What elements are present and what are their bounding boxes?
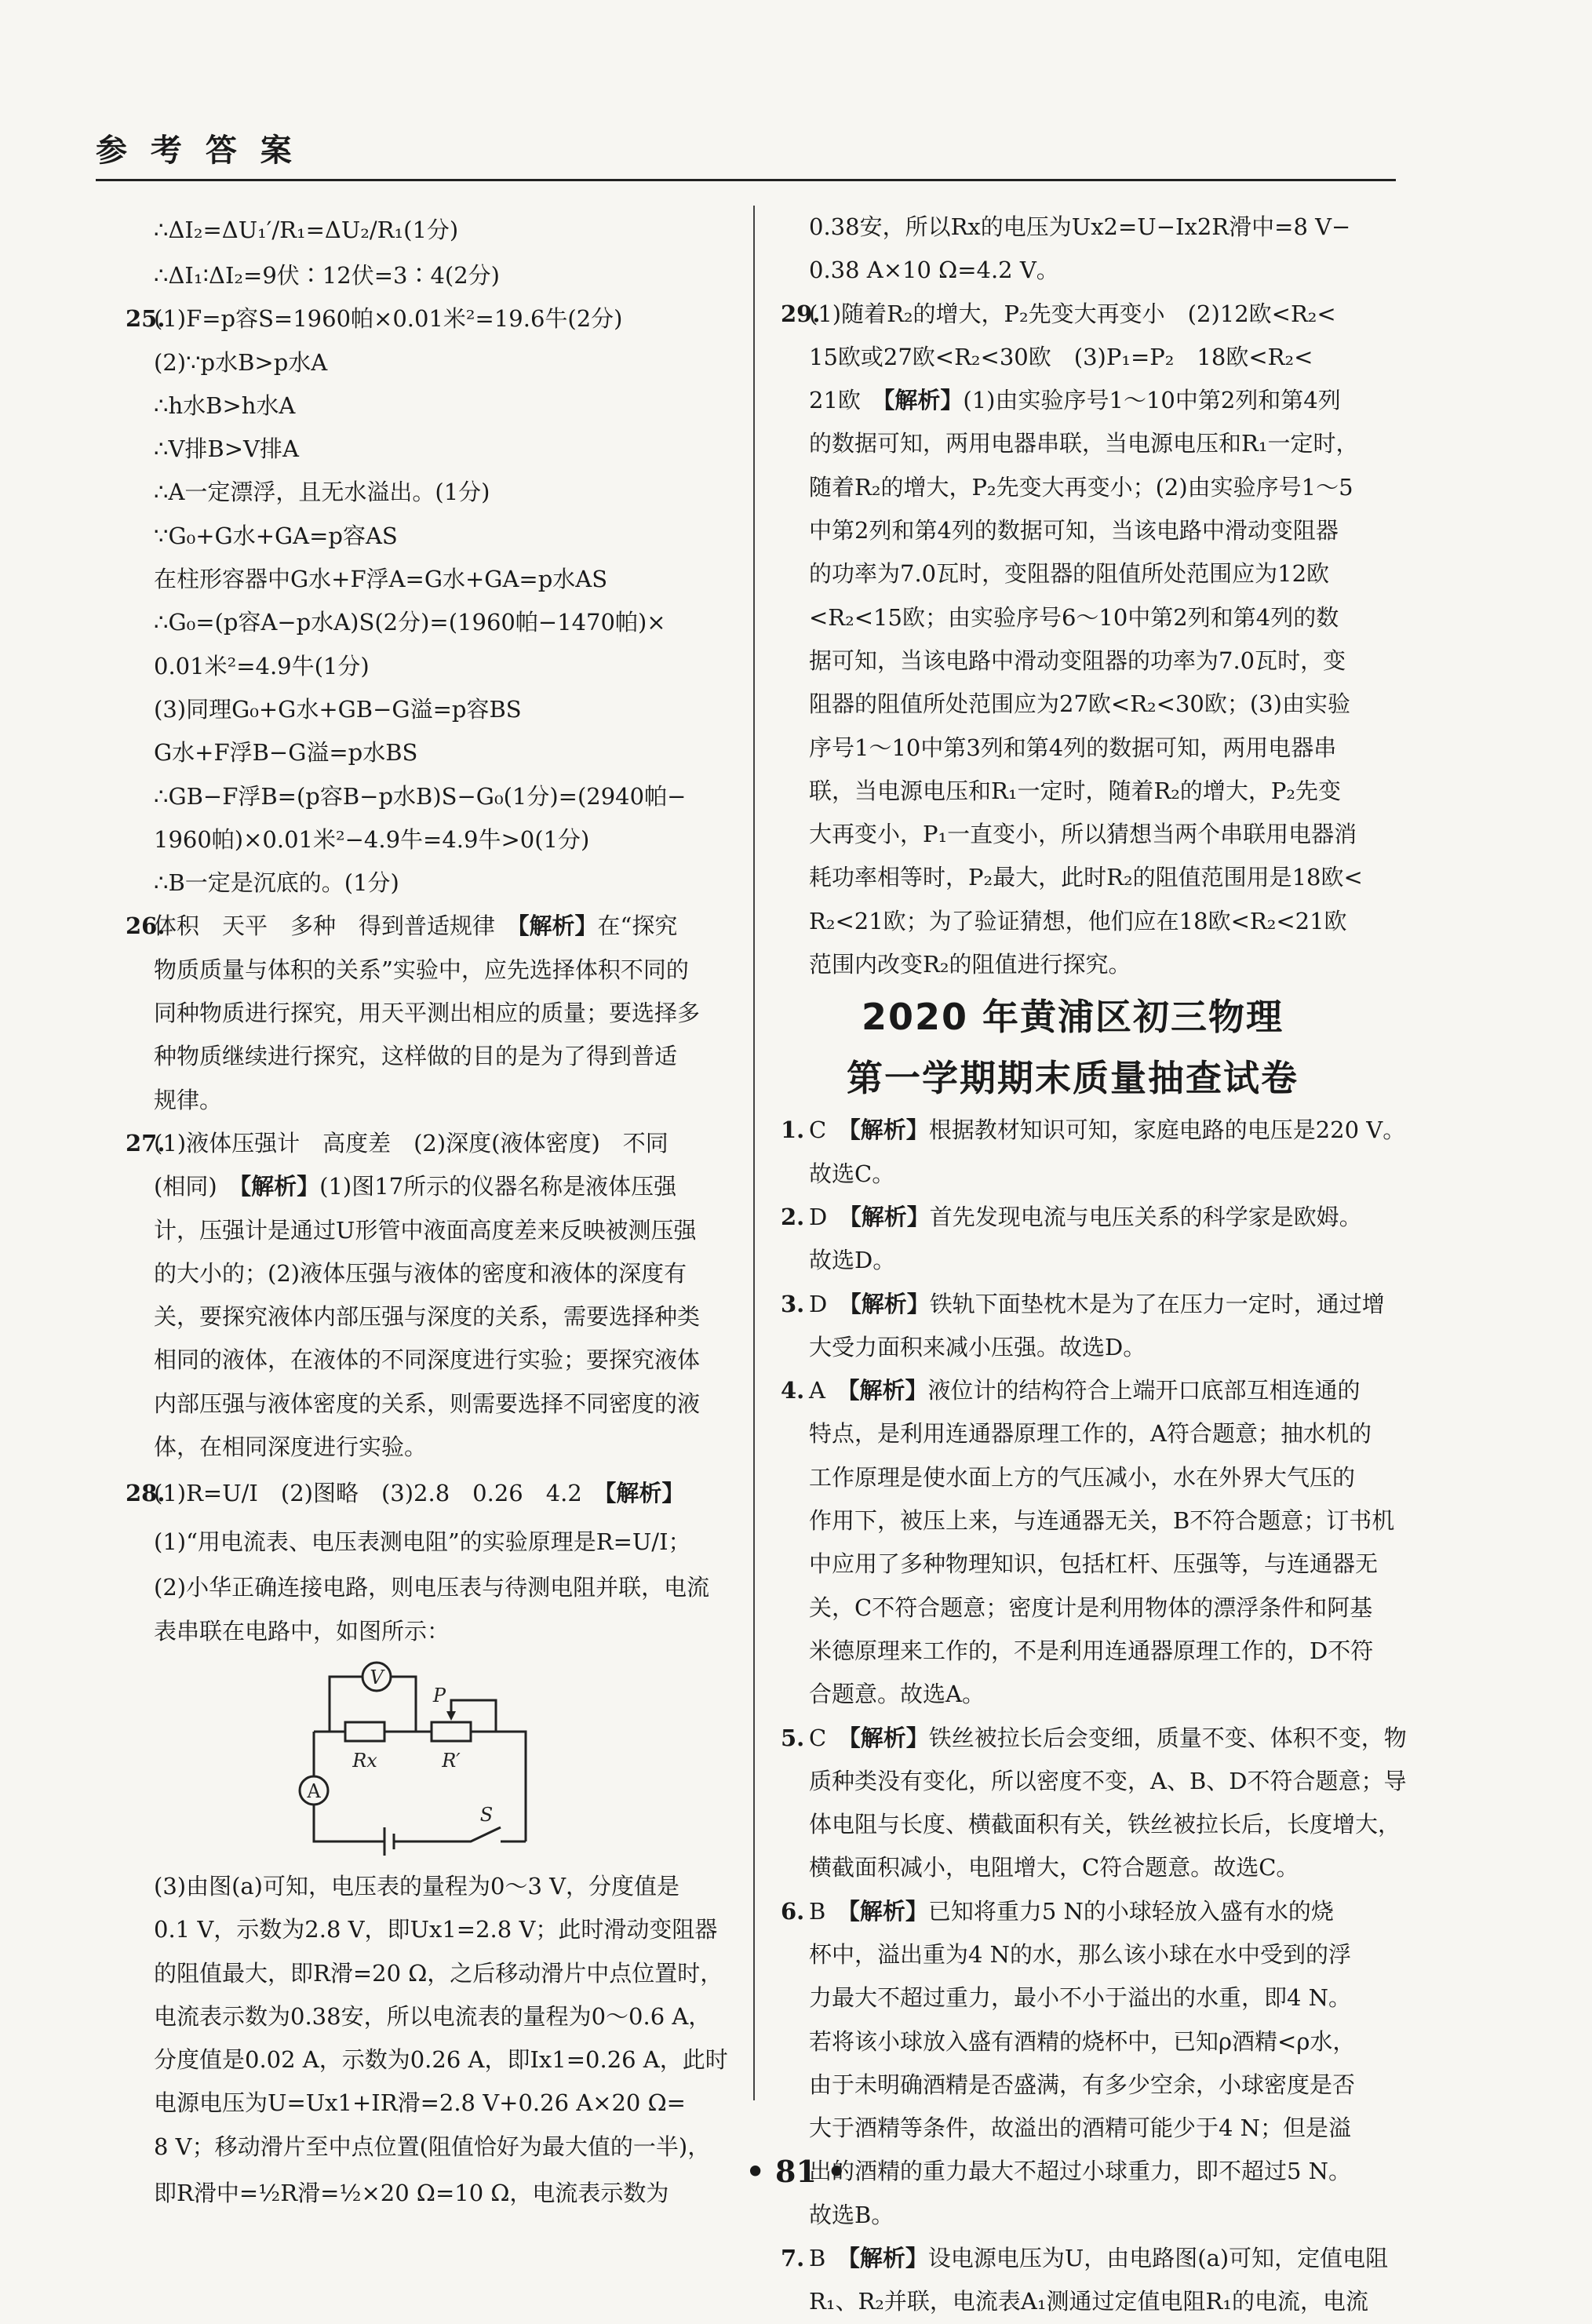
line-text: 体电阻与长度、横截面积有关，铁丝被拉长后，长度增大， (809, 1811, 1401, 1838)
text-line (126, 992, 738, 1035)
question-number: 6. (781, 1897, 805, 1925)
line-text: 杯中，溢出重为4 N的水，那么该小球在水中受到的浮 (809, 1940, 1352, 1968)
line-text: 随着R₂的增大，P₂先变大再变小；(2)由实验序号1～5 (809, 473, 1353, 501)
text-line (126, 775, 738, 818)
line-text: 故选B。 (809, 2201, 894, 2228)
text-line (126, 206, 738, 254)
line-text: 工作原理是使水面上方的气压减小，水在外界大气压的 (809, 1463, 1356, 1491)
line-text: ∴h水B>h水A (154, 392, 296, 419)
line-text: 电源电压为U=Ux1+IR滑=2.8 V+0.26 A×20 Ω= (154, 2089, 686, 2117)
line-text: 的阻值最大，即R滑=20 Ω，之后移动滑片中点位置时， (154, 1959, 723, 1987)
header-rule (96, 179, 1396, 181)
text-line (781, 1196, 1393, 1239)
text-line (781, 1760, 1407, 1803)
line-text-tail: 设电源电压为U，由电路图(a)可知，定值电阻 (927, 2245, 1389, 2272)
ammeter-label: A (307, 1779, 321, 1802)
line-text: (1)F=p容S=1960帕×0.01米²=19.6牛(2分) (154, 305, 623, 333)
line-text: 即R滑中=½R滑=½×20 Ω=10 Ω，电流表示数为 (154, 2179, 669, 2206)
line-text-tail: 铁轨下面垫枕木是为了在压力一定时，通过增 (929, 1290, 1385, 1317)
text-line (126, 1382, 738, 1426)
line-text: ∴A一定漂浮，且无水溢出。(1分) (154, 479, 490, 506)
line-text: 故选D。 (809, 1247, 896, 1274)
text-line (126, 1209, 738, 1252)
text-line (781, 1933, 1393, 1976)
voltmeter-label: V (370, 1666, 384, 1688)
question-number: 28. (126, 1480, 166, 1507)
text-line (781, 379, 1393, 422)
line-text: 电流表示数为0.38安，所以电流表的量程为0～0.6 A， (154, 2002, 712, 2030)
analysis-tag: 【解析】 (239, 1173, 320, 1200)
text-line (126, 1079, 738, 1122)
line-text: B (809, 1897, 849, 1925)
line-text: 联，当电源电压和R₁一定时，随着R₂的增大，P₂先变 (809, 777, 1342, 804)
line-text: 的大小的；(2)液体压强与液体的密度和液体的深度有 (154, 1259, 687, 1287)
line-text: 出的酒精的重力最大不超过小球重力，即不超过5 N。 (809, 2158, 1352, 2185)
analysis-tag: 【解析】 (850, 1290, 930, 1317)
text-line (781, 1369, 1393, 1412)
circuit-diagram (290, 1653, 573, 1857)
line-text: 大再变小，P₁一直变小，所以猜想当两个串联用电器消 (809, 821, 1357, 848)
line-text: 合题意。故选A。 (809, 1681, 985, 1708)
page-number: • 81 • (745, 2154, 847, 2189)
line-text: 0.38安，所以Rx的电压为Ux2=U−Ix2R滑中=8 V− (809, 213, 1351, 240)
text-line (126, 384, 738, 428)
text-line (781, 422, 1393, 465)
text-line (781, 1153, 1393, 1196)
line-text: 大受力面积来减小压强。故选D。 (809, 1333, 1146, 1361)
text-line (126, 515, 738, 558)
question-number: 29. (781, 300, 821, 327)
text-line (781, 249, 1393, 292)
text-line (781, 596, 1393, 639)
text-line (781, 1412, 1393, 1455)
line-text: (2)小华正确连接电路，则电压表与待测电阻并联，电流 (154, 1574, 710, 1601)
line-text: 作用下，被压上来，与连通器无关，B不符合题意；订书机 (809, 1507, 1395, 1535)
section-title: 第一学期期末质量抽查试卷 (847, 1057, 1299, 1100)
question-number: 27. (126, 1129, 166, 1157)
text-line (126, 1426, 738, 1469)
line-text: 15欧或27欧<R₂<30欧 (3)P₁=P₂ 18欧<R₂< (809, 343, 1313, 370)
line-text-tail: 根据教材知识可知，家庭电路的电压是220 V。 (928, 1116, 1406, 1144)
text-line (781, 900, 1393, 943)
line-text-tail: (1)图17所示的仪器名称是液体压强 (319, 1173, 677, 1200)
text-line (126, 861, 738, 905)
analysis-tag: 【解析】 (849, 1724, 929, 1751)
text-line (781, 856, 1393, 899)
line-text: 关，要探究液体内部压强与深度的关系，需要选择种类 (154, 1303, 701, 1331)
text-line (126, 688, 738, 731)
line-text: 21欧 (809, 387, 883, 414)
line-text: 0.01米²=4.9牛(1分) (154, 652, 370, 679)
column-divider (753, 206, 755, 2100)
line-text: 分度值是0.02 A，示数为0.26 A，即Ix1=0.26 A，此时 (154, 2046, 728, 2074)
analysis-tag: 【解析】 (850, 1203, 930, 1230)
line-text: 故选C。 (809, 1160, 895, 1187)
line-text-tail: 在“探究 (597, 912, 678, 940)
text-line (781, 2107, 1393, 2150)
text-line (126, 1469, 738, 1517)
section-title: 2020 年黄浦区初三物理 (861, 996, 1284, 1039)
text-line (126, 1339, 738, 1382)
rprime-label: R′ (442, 1749, 461, 1772)
line-text: 规律。 (154, 1086, 223, 1113)
text-line (126, 297, 738, 341)
text-line (781, 1846, 1393, 1889)
text-line (126, 601, 738, 644)
question-number: 4. (781, 1377, 805, 1404)
question-number: 25. (126, 305, 166, 333)
text-line (126, 1517, 738, 1566)
line-text: D (809, 1290, 851, 1317)
text-line (781, 552, 1393, 596)
line-text: R₂<21欧；为了验证猜想，他们应在18欧<R₂<21欧 (809, 907, 1347, 934)
line-text: 特点，是利用连通器原理工作的，A符合题意；抽水机的 (809, 1420, 1372, 1448)
text-line (781, 2280, 1393, 2323)
line-text: 序号1～10中第3列和第4列的数据可知，两用电器串 (809, 734, 1337, 761)
text-line (781, 1673, 1393, 1716)
text-line (781, 1499, 1393, 1543)
line-text: (1)“用电流表、电压表测电阻”的实验原理是R=U/I； (154, 1528, 691, 1556)
line-text: 由于未明确酒精是否盛满，有多少空余，小球密度是否 (809, 2071, 1356, 2098)
text-line (126, 731, 738, 774)
text-line (781, 1109, 1406, 1152)
analysis-tag: 【解析】 (518, 912, 598, 940)
question-number: 5. (781, 1724, 805, 1751)
line-text: 8 V；移动滑片至中点位置(阻值恰好为最大值的一半)， (154, 2133, 711, 2160)
text-line (126, 1035, 738, 1078)
line-text: 表串联在电路中，如图所示： (154, 1617, 450, 1645)
line-text: 体积 天平 多种 得到普适规律 (154, 912, 519, 940)
line-text: B (809, 2245, 849, 2272)
text-line (781, 1543, 1393, 1586)
text-line (781, 1326, 1393, 1369)
text-line (781, 293, 1393, 336)
text-line (126, 1952, 738, 1995)
line-text: 体，在相同深度进行实验。 (154, 1433, 428, 1461)
line-text: (1)随着R₂的增大，P₂先变大再变小 (2)12欧<R₂< (809, 300, 1336, 327)
text-line (126, 1295, 738, 1339)
question-number: 3. (781, 1290, 805, 1317)
line-text: 在柱形容器中G水+F浮A=G水+GA=p水AS (154, 566, 608, 593)
line-text: 计，压强计是通过U形管中液面高度差来反映被测压强 (154, 1216, 697, 1244)
line-text: 种物质继续进行探究，这样做的目的是为了得到普适 (154, 1043, 678, 1070)
text-line (781, 1890, 1393, 1933)
line-text: ∴ΔI₂=ΔU₁′/R₁=ΔU₂/R₁(1分) (154, 217, 459, 243)
text-line (126, 428, 738, 471)
text-line (781, 683, 1393, 726)
line-text: 的数据可知，两用电器串联，当电源电压和R₁一定时， (809, 430, 1359, 457)
line-text: ∴V排B>V排A (154, 435, 299, 463)
circuit-figure (126, 1653, 738, 1865)
line-text-tail: 首先发现电流与电压关系的科学家是欧姆。 (929, 1203, 1362, 1230)
text-line (781, 2020, 1393, 2064)
analysis-tag: 【解析】 (848, 1897, 928, 1925)
line-text: 横截面积减小，电阻增大，C符合题意。故选C。 (809, 1854, 1299, 1881)
text-line (781, 1586, 1393, 1630)
line-text: 若将该小球放入盛有酒精的烧杯中，已知ρ酒精<ρ水， (809, 2027, 1356, 2055)
line-text: R₁、R₂并联，电流表A₁测通过定值电阻R₁的电流，电流 (809, 2288, 1368, 2315)
line-text: 米德原理来工作的，不是利用连通器原理工作的，D不符 (809, 1637, 1374, 1664)
text-line (126, 1610, 738, 1653)
line-text: 耗功率相等时，P₂最大，此时R₂的阻值范围用是18欧< (809, 864, 1363, 891)
line-text: 相同的液体，在液体的不同深度进行实验；要探究液体 (154, 1346, 701, 1374)
line-text-tail: 液位计的结构符合上端开口底部互相连通的 (927, 1377, 1361, 1404)
line-text: 中第2列和第4列的数据可知，当该电路中滑动变阻器 (809, 517, 1339, 545)
text-line (126, 254, 738, 297)
text-line (126, 1865, 738, 1908)
line-text: A (809, 1377, 848, 1404)
line-text-tail: 已知将重力5 N的小球轻放入盛有水的烧 (927, 1897, 1334, 1925)
analysis-tag: 【解析】 (849, 1116, 929, 1144)
text-line (781, 1239, 1393, 1282)
line-text: (相同) (154, 1173, 240, 1200)
line-text: ∴B一定是沉底的。(1分) (154, 869, 399, 897)
text-line (781, 2064, 1393, 2107)
text-line (126, 1252, 738, 1295)
text-line (781, 1630, 1393, 1673)
line-text: 物质质量与体积的关系”实验中，应先选择体积不同的 (154, 956, 689, 983)
text-line (126, 1122, 738, 1165)
rx-label: Rx (352, 1749, 377, 1772)
line-text: 0.38 A×10 Ω=4.2 V。 (809, 257, 1059, 284)
text-line (781, 813, 1393, 856)
text-line (781, 770, 1393, 813)
text-line (126, 2038, 738, 2082)
switch-s-label: S (479, 1803, 494, 1826)
text-line (781, 1283, 1393, 1326)
text-line (781, 466, 1393, 509)
line-text: (2)∵p水B>p水A (154, 348, 328, 376)
page-header: 参 考 答 案 (96, 133, 298, 169)
line-text: C (809, 1724, 850, 1751)
analysis-tag: 【解析】 (604, 1480, 685, 1507)
line-text: G水+F浮B−G溢=p水BS (154, 739, 418, 767)
line-text: 1960帕)×0.01米²−4.9牛=4.9牛>0(1分) (154, 825, 590, 853)
line-text: 中应用了多种物理知识，包括杠杆、压强等，与连通器无 (809, 1550, 1379, 1578)
line-text: C (809, 1116, 850, 1144)
text-line (126, 1995, 738, 2038)
text-line (781, 1456, 1393, 1499)
text-line (781, 2237, 1393, 2280)
text-line (126, 645, 738, 688)
line-text: 0.1 V，示数为2.8 V，即Ux1=2.8 V；此时滑动变阻器 (154, 1916, 718, 1943)
slider-p-label: P (432, 1684, 446, 1707)
question-number: 2. (781, 1203, 805, 1230)
text-line (781, 2194, 1393, 2237)
text-line (126, 471, 738, 514)
line-text-tail: (1)由实验序号1～10中第2列和第4列 (963, 387, 1341, 414)
line-text: <R₂<15欧；由实验序号6～10中第2列和第4列的数 (809, 603, 1339, 631)
line-text: 据可知，当该电路中滑动变阻器的功率为7.0瓦时，变 (809, 647, 1346, 674)
line-text: 内部压强与液体密度的关系，则需要选择不同密度的液 (154, 1390, 701, 1417)
question-number: 26. (126, 912, 166, 940)
line-text: 大于酒精等条件，故溢出的酒精可能少于4 N；但是溢 (809, 2115, 1352, 2142)
line-text: (3)同理G₀+G水+GB−G溢=p容BS (154, 695, 522, 723)
text-line (781, 639, 1393, 683)
text-line (126, 341, 738, 384)
line-text: 质种类没有变化，所以密度不变，A、B、D不符合题意；导 (809, 1767, 1407, 1794)
text-line (126, 1165, 738, 1208)
text-line (126, 1566, 738, 1609)
text-line (781, 943, 1393, 986)
text-line (781, 336, 1393, 379)
text-line (781, 509, 1393, 552)
line-text: ∴ΔI₁∶ΔI₂=9伏∶12伏=3∶4(2分) (154, 262, 500, 289)
line-text: D (809, 1203, 851, 1230)
right-column (781, 206, 1407, 2324)
text-line (126, 818, 738, 861)
text-line (126, 1908, 738, 1951)
text-line (126, 2082, 738, 2125)
analysis-tag: 【解析】 (883, 387, 964, 414)
line-text: 同种物质进行探究，用天平测出相应的质量；要选择多 (154, 1000, 701, 1027)
question-number: 1. (781, 1116, 805, 1144)
line-text: 关，C不符合题意；密度计是利用物体的漂浮条件和阿基 (809, 1594, 1373, 1621)
line-text: ∵G₀+G水+GA=p容AS (154, 522, 398, 549)
line-text: ∴GB−F浮B=(p容B−p水B)S−G₀(1分)=(2940帕− (154, 782, 687, 810)
text-line (781, 1717, 1407, 1760)
line-text: ∴G₀=(p容A−p水A)S(2分)=(1960帕−1470帕)× (154, 609, 666, 636)
left-column (126, 206, 738, 2217)
text-line (126, 949, 738, 992)
line-text: 的功率为7.0瓦时，变阻器的阻值所处范围应为12欧 (809, 560, 1330, 588)
text-line (126, 905, 738, 948)
line-text: 阻器的阻值所处范围应为27欧<R₂<30欧；(3)由实验 (809, 690, 1350, 718)
analysis-tag: 【解析】 (848, 2245, 928, 2272)
text-line (126, 558, 738, 601)
line-text-tail: 铁丝被拉长后会变细，质量不变、体积不变，物 (928, 1724, 1407, 1751)
question-number: 7. (781, 2245, 805, 2272)
analysis-tag: 【解析】 (847, 1377, 928, 1404)
line-text: 力最大不超过重力，最小不小于溢出的水重，即4 N。 (809, 1984, 1352, 2012)
line-text: (1)R=U/I (2)图略 (3)2.8 0.26 4.2 (154, 1480, 605, 1507)
text-line (781, 1976, 1393, 2020)
line-text: (1)液体压强计 高度差 (2)深度(液体密度) 不同 (154, 1129, 668, 1157)
text-line (781, 727, 1393, 770)
line-text: (3)由图(a)可知，电压表的量程为0～3 V，分度值是 (154, 1872, 680, 1900)
text-line (781, 206, 1393, 249)
line-text: 范围内改变R₂的阻值进行探究。 (809, 951, 1131, 978)
text-line (781, 1803, 1401, 1846)
